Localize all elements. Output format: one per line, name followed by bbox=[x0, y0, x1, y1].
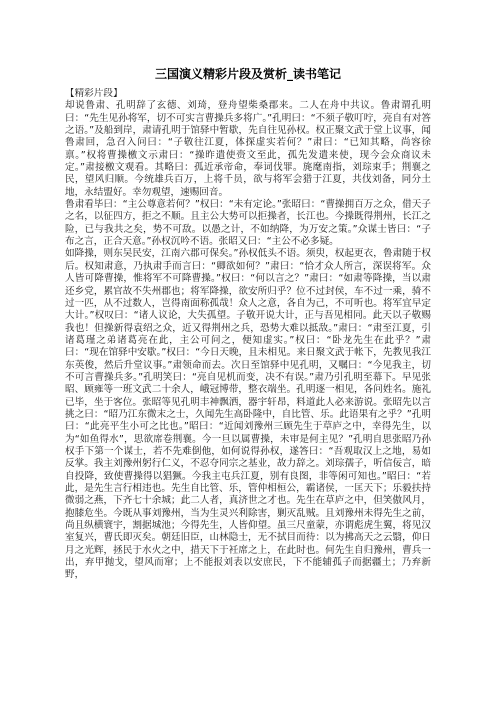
paragraph: 如降操，则东吴民安，江南六郡可保矣。”孙权低头不语。须臾，权起更衣，鲁肃随于权后。权知肃意，乃执肃手而言曰：“卿欲如何？”肃曰：“恰才众人所言，深误将军。众人皆可降曹操，惟将军不可降曹操。”权曰：“何以言之？”肃曰：“如肃等降操，当以肃还乡党，累官故不失州郡也；将军降操，欲安所归乎？位不过封侯，车不过一乘，骑不过一匹，从不过数人，岂得南面称孤哉！众人之意，各自为己，不可听也。将军宜早定大计。”权叹曰：“诸人议论，大失孤望。子敬开说大计，正与吾见相同。此天以子敬赐我也！但操新得袁绍之众，近又得荆州之兵，恐势大难以抵敌。”肃曰：“肃至江夏，引诸葛瑾之弟诸葛亮在此，主公可问之，便知虚实。”权曰：“卧龙先生在此乎？”肃曰：“现在馆驿中安歇。”权曰：“今日天晚，且未相见。来日聚文武于帐下，先教见我江东英俊，然后升堂议事。”肃领命而去。次日至馆驿中见孔明，又嘱曰：“今见我主，切不可言曹操兵多。”孔明笑曰：“亮自见机而变，决不有误。”肃乃引孔明至幕下。早见张昭、顾雍等一班文武二十余人，峨冠博带，整衣端坐。孔明逐一相见，各问姓名。施礼已毕，坐于客位。张昭等见孔明丰神飘洒，器宇轩昂，料道此人必来游说。张昭先以言挑之曰：“昭乃江东微末之士，久闻先生高卧隆中，自比管、乐。此语果有之乎？”孔明曰：“此亮平生小可之比也。”昭曰：“近闻刘豫州三顾先生于草庐之中，幸得先生，以为“如鱼得水”，思欲席卷荆襄。今一旦以属曹操，未审是何主见？”孔明自思张昭乃孙权手下第一个谋士，若不先难倒他，如何说得孙权，遂答曰：“吾观取汉上之地，易如反掌。我主刘豫州躬行仁义，不忍夺同宗之基业，故力辞之。刘琮孺子，听信佞言，暗自投降，致使曹操得以猖獗。今我主屯兵江夏，别有良图，非等闲可知也。”昭曰：“若此，是先生言行相违也。先生自比管、乐，管仲相桓公，霸诸侯，一匡天下；乐毅扶持微弱之燕，下齐七十余城；此二人者，真济世之才也。先生在草庐之中，但笑傲风月，抱膝危坐。今既从事刘豫州，当为生灵兴利除害，剿灭乱贼。且刘豫州未得先生之前，尚且纵横寰宇，割据城池；今得先生，人皆仰望。虽三尺童蒙，亦谓彪虎生翼，将见汉室复兴，曹氏即灭矣。朝廷旧臣，山林隐士，无不拭目而待：以为拂高天之云翳，仰日月之光辉，拯民于水火之中，措天下于衽席之上，在此时也。何先生自归豫州，曹兵一出，弃甲抛戈，望风而窜；上不能报刘表以安庶民，下不能辅孤子而据疆土；乃弃新野， bbox=[65, 248, 431, 581]
section-label: 【精彩片段】 bbox=[65, 88, 123, 99]
paragraph: 却说鲁肃、孔明辞了玄德、刘琦，登舟望柴桑郡来。二人在舟中共议。鲁肃谓孔明曰：“先生见孙将军，切不可实言曹操兵多将广。”孔明曰：“不须子敬叮咛，亮自有对答之语。”及船到岸，肃请孔明于馆驿中暂歇，先自往见孙权。权正聚文武于堂上议事，闻鲁肃回，急召入问曰：“子敬往江夏，体探虚实若何？”肃曰：“已知其略，尚容徐禀。”权将曹操檄文示肃曰：“操昨遣使赍文至此，孤先发遣来使，现今会众商议未定。”肃接檄文观看。其略曰：孤近承帝命，奉词伐罪。旄麾南指，刘琮束手；荆襄之民，望风归顺。今统雄兵百万，上将千员，欲与将军会猎于江夏，共伐刘备，同分土地，永结盟好。幸勿观望，速赐回音。 bbox=[65, 100, 431, 198]
document-title: 三国演义精彩片段及赏析_读书笔记 bbox=[154, 67, 341, 81]
paragraph: 鲁肃看毕曰：“主公尊意若何？”权曰：“未有定论。”张昭曰：“曹操拥百万之众，借天子之名，以征四方，拒之不顺。且主公大势可以拒操者，长江也。今操既得荆州，长江之险，已与我共之矣，势不可敌。以愚之计，不如纳降，为万安之策。”众谋士皆曰：“子布之言，正合天意。”孙权沉吟不语。张昭又曰：“主公不必多疑。 bbox=[65, 199, 431, 248]
document-body bbox=[65, 88, 431, 698]
